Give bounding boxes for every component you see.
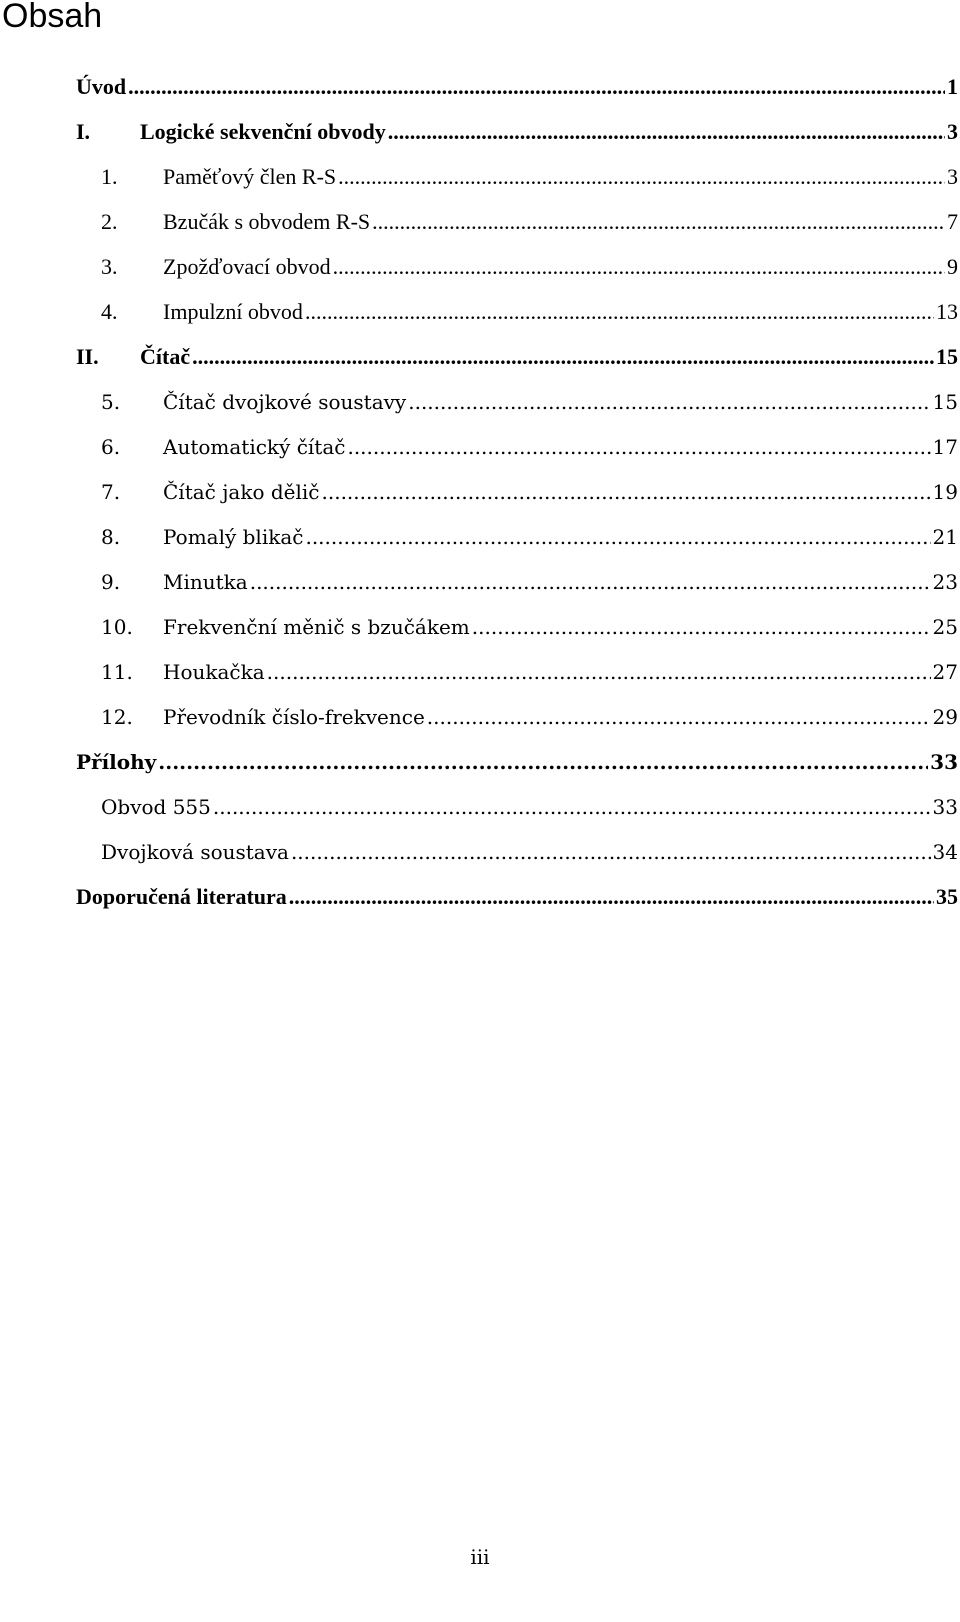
toc-entry-number: 8.: [101, 525, 121, 549]
toc-entry-title: Houkačka: [163, 660, 265, 684]
toc-entry-section-4[interactable]: [76, 284, 958, 329]
toc-dot-leader: [267, 659, 931, 685]
toc-entry-section-1[interactable]: [76, 149, 958, 194]
toc-entry-title: Logické sekvenční obvody: [140, 119, 386, 144]
toc-entry-number: 4.: [101, 299, 118, 324]
page-title: Obsah: [2, 0, 103, 35]
toc-entry-number: 7.: [101, 480, 121, 504]
toc-entry-number: 12.: [101, 705, 133, 729]
toc-dot-leader: [333, 254, 945, 280]
toc-entry-page: 15: [932, 390, 958, 414]
toc-entry-title: Bzučák s obvodem R-S: [163, 209, 371, 234]
toc-entry-section-2[interactable]: [76, 194, 958, 239]
toc-entry-page: 29: [932, 705, 958, 729]
toc-entry-number: 3.: [101, 254, 118, 279]
toc-entry-page: 3: [947, 164, 958, 189]
toc-entry-number: 5.: [101, 390, 121, 414]
toc-entry-number: 9.: [101, 570, 121, 594]
toc-dot-leader: [128, 74, 945, 100]
toc-entry-section-7[interactable]: [76, 464, 958, 509]
toc-dot-leader: [305, 524, 930, 550]
toc-entry-page: 3: [947, 119, 958, 144]
toc-dot-leader: [305, 299, 934, 325]
toc-entry-title: Čítač: [140, 344, 191, 369]
toc-entry-number: 10.: [101, 615, 133, 639]
toc-entry-title: Frekvenční měnič s bzučákem: [163, 615, 470, 639]
toc-dot-leader: [158, 749, 928, 775]
toc-entry-literatura[interactable]: [76, 869, 958, 914]
toc-entry-title: Převodník číslo-frekvence: [163, 705, 425, 729]
toc-entry-title: Paměťový člen R-S: [163, 164, 337, 189]
toc-entry-page: 17: [932, 435, 958, 459]
toc-entry-section-10[interactable]: [76, 599, 958, 644]
toc-entry-uvod[interactable]: [76, 59, 958, 104]
toc-entry-page: 21: [932, 525, 958, 549]
toc-entry-number: I.: [76, 119, 91, 144]
toc-entry-chapter-1[interactable]: [76, 104, 958, 149]
toc-dot-leader: [388, 119, 945, 145]
toc-entry-title: Obvod 555: [101, 795, 211, 819]
toc-entry-chapter-2[interactable]: [76, 329, 958, 374]
toc-entry-page: 34: [932, 840, 958, 864]
toc-entry-dvojkova-soustava[interactable]: [76, 824, 958, 869]
toc-entry-number: 1.: [101, 164, 118, 189]
toc-dot-leader: [289, 884, 934, 910]
toc-entry-title: Doporučená literatura: [76, 884, 287, 909]
toc-dot-leader: [427, 704, 931, 730]
toc-entry-page: 7: [947, 209, 958, 234]
toc-entry-page: 1: [947, 74, 958, 99]
toc-entry-page: 19: [932, 480, 958, 504]
toc-entry-title: Automatický čítač: [163, 435, 346, 459]
toc-entry-obvod-555[interactable]: [76, 779, 958, 824]
toc-dot-leader: [408, 389, 930, 415]
toc-dot-leader: [213, 794, 931, 820]
toc-entry-title: Impulzní obvod: [163, 299, 303, 324]
toc-entry-section-3[interactable]: [76, 239, 958, 284]
toc-entry-title: Přílohy: [76, 750, 157, 774]
toc-entry-title: Čítač jako dělič: [163, 480, 320, 504]
toc-entry-title: Minutka: [163, 570, 248, 594]
toc-entry-title: Zpožďovací obvod: [163, 254, 331, 279]
toc-entry-section-12[interactable]: [76, 689, 958, 734]
toc-entry-section-8[interactable]: [76, 509, 958, 554]
toc-entry-number: 2.: [101, 209, 118, 234]
toc-entry-number: II.: [76, 344, 99, 369]
toc-entry-page: 35: [936, 884, 958, 909]
toc-entry-section-6[interactable]: [76, 419, 958, 464]
toc-dot-leader: [192, 344, 934, 370]
toc-dot-leader: [347, 434, 930, 460]
toc-entry-section-5[interactable]: [76, 374, 958, 419]
toc-entry-page: 25: [932, 615, 958, 639]
toc-entry-page: 13: [936, 299, 958, 324]
toc-entry-page: 33: [930, 750, 958, 774]
toc-dot-leader: [322, 479, 931, 505]
toc-entry-page: 27: [932, 660, 958, 684]
table-of-contents: [76, 59, 958, 914]
toc-entry-page: 9: [947, 254, 958, 279]
toc-dot-leader: [250, 569, 931, 595]
toc-entry-number: 11.: [101, 660, 133, 684]
toc-dot-leader: [338, 164, 945, 190]
toc-entry-prilohy[interactable]: [76, 734, 958, 779]
toc-entry-page: 15: [936, 344, 958, 369]
toc-entry-title: Dvojková soustava: [101, 840, 289, 864]
toc-dot-leader: [291, 839, 931, 865]
page-number-footer: iii: [470, 1545, 490, 1569]
toc-entry-section-9[interactable]: [76, 554, 958, 599]
toc-entry-section-11[interactable]: [76, 644, 958, 689]
toc-entry-number: 6.: [101, 435, 121, 459]
toc-dot-leader: [372, 209, 945, 235]
toc-entry-title: Čítač dvojkové soustavy: [163, 390, 407, 414]
toc-entry-page: 33: [932, 795, 958, 819]
toc-dot-leader: [472, 614, 931, 640]
toc-entry-title: Pomalý blikač: [163, 525, 304, 549]
toc-entry-title: Úvod: [76, 74, 127, 99]
toc-entry-page: 23: [932, 570, 958, 594]
